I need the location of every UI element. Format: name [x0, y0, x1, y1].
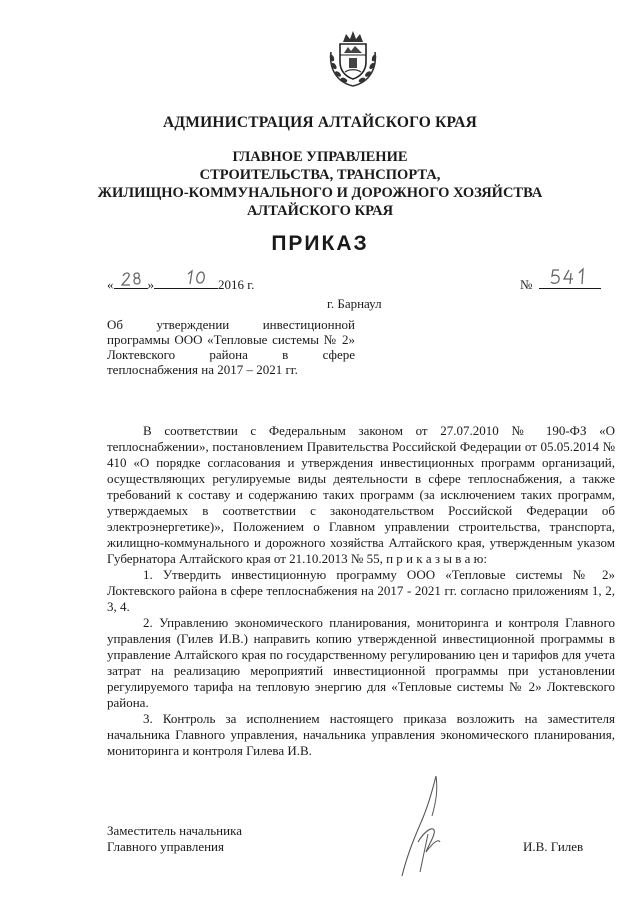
document-type: ПРИКАЗ	[271, 232, 369, 255]
signatory-position	[107, 823, 242, 855]
department-line: СТРОИТЕЛЬСТВА, ТРАНСПОРТА,	[199, 167, 441, 183]
handwritten-month-icon	[184, 269, 212, 287]
date-month-field	[154, 276, 218, 289]
signatory-name: И.В. Гилев	[523, 839, 584, 854]
document-body	[107, 423, 615, 759]
signatory-position-line: Заместитель начальника	[107, 823, 242, 838]
department-line: АЛТАЙСКОГО КРАЯ	[246, 203, 394, 219]
intro-paragraph: В соответствии с Федеральным законом от 27.07.2010 № 190-ФЗ «О теплоснабжении», постановлением Правительства Российской Федерации от 05.05.2014 № 410 «О порядке согласования и утверждения инвестиционных программ организаций, осуществляющих регулируемые виды деятельности в сфере теплоснабжения, а также требований к составу и содержанию таких программ (за исключением таких программ, утверждаемых в соответствии с законодательством Российской Федерации об электроэнергетике)», Положением о Главном управлении строительства, транспорта, жилищно-коммунального и дорожного хозяйства Алтайского края, утвержденным указом Губернатора Алтайского края от 21.10.2013 № 55, п р и к а з ы в а ю:	[107, 423, 615, 566]
number-prefix: №	[520, 277, 533, 292]
order-item-1: 1. Утвердить инвестиционную программу ООО «Тепловые системы № 2» Локтевского района в сфере теплоснабжения на 2017 - 2021 гг. согласно приложениям 1, 2, 3, 4.	[107, 567, 615, 614]
document-subject: Об утверждении инвестиционной программы ООО «Тепловые системы № 2» Локтевского района в сфере теплоснабжения на 2017 – 2021 гг.	[107, 317, 355, 377]
date-open-quote: «	[107, 277, 114, 292]
handwritten-day-icon	[120, 270, 146, 288]
department-title	[0, 148, 640, 220]
signature-icon	[398, 772, 478, 882]
organization-title: АДМИНИСТРАЦИЯ АЛТАЙСКОГО КРАЯ	[162, 114, 478, 131]
department-line: ЖИЛИЩНО-КОММУНАЛЬНОГО И ДОРОЖНОГО ХОЗЯЙСТВА	[97, 185, 543, 201]
department-line: ГЛАВНОЕ УПРАВЛЕНИЕ	[232, 149, 408, 165]
date-day-field	[114, 276, 148, 289]
date-year: 2016 г.	[218, 277, 255, 292]
city: г. Барнаул	[327, 296, 382, 311]
date-line	[107, 276, 254, 293]
coat-of-arms-icon	[326, 28, 380, 90]
document-number	[520, 276, 601, 293]
signatory-position-line: Главного управления	[107, 839, 224, 854]
handwritten-number-icon	[549, 267, 589, 287]
order-item-3: 3. Контроль за исполнением настоящего приказа возложить на заместителя начальника Главного управления, начальника управления экономического планирования, мониторинга и контроля Гилева И.В.	[107, 711, 615, 758]
date-close-quote: »	[147, 277, 154, 292]
order-item-2: 2. Управлению экономического планирования, мониторинга и контроля Главного управления (Гилев И.В.) направить копию утвержденной инвестиционной программы в управление Алтайского края по государственному регулированию цен и тарифов для учета затрат на реализацию мероприятий инвестиционной программы при установлении регулируемого тарифа на тепловую энергию для «Тепловые системы № 2» Локтевского района.	[107, 615, 615, 710]
number-field	[539, 276, 601, 289]
